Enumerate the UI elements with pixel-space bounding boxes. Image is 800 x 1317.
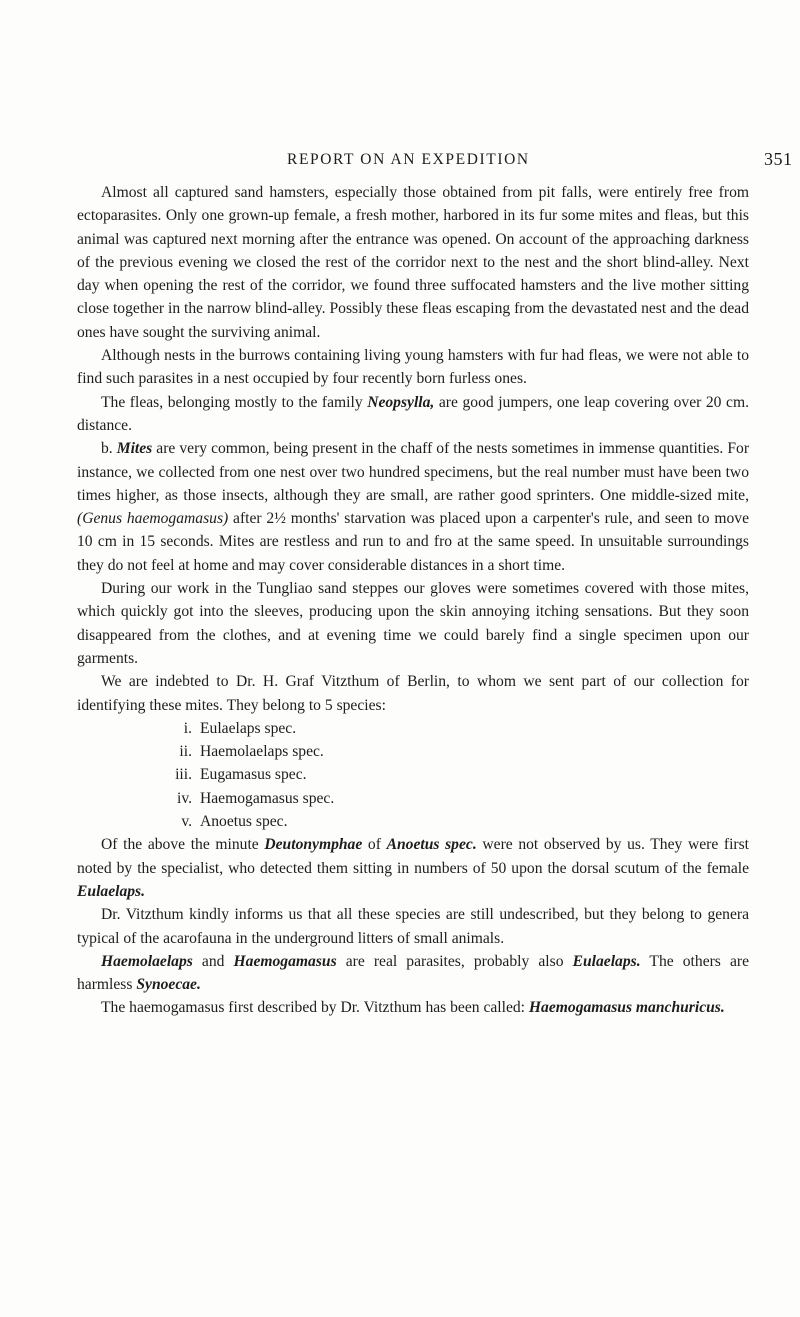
term-mites: Mites [116, 440, 153, 458]
text-run: are very common, being present in the chaff of the nests sometimes in immense quantities. For instance, we collected from one nest over two hundred specimens, but the real number must have been two times higher, as those insects, although they are small, are rather good sprinters. One middle-sized mite, [77, 440, 750, 504]
text-run: after 2½ months' starvation was placed upon a carpenter's rule, and seen to move 10 cm in 15 seconds. Mites are restless and run to and fro at the same speed. In unsuitable surroundings they do not feel at home and may cover considerable distances in a short time. [77, 510, 749, 574]
text-run: The fleas, belonging mostly to the family [101, 393, 368, 411]
text-run: of [362, 836, 387, 854]
genus-haemogamasus: (Genus haemogamasus) [77, 510, 229, 528]
term-synoecae: Synoecae. [136, 976, 201, 994]
paragraph-nests: Although nests in the burrows containing living young hamsters with fur had fleas, we were not able to find such parasites in a nest occupied by four recently born furless ones. [77, 347, 749, 388]
term-eulaelaps: Eulaelaps. [572, 952, 641, 970]
list-item [164, 787, 749, 810]
paragraph-hamsters: Almost all captured sand hamsters, especially those obtained from pit falls, were entirely free from ectoparasites. Only one grown-up female, a fresh mother, harbored in its fur some mites and fleas, but this animal was captured next morning after the entrance was opened. On account of the approaching darkness of the previous evening we closed the rest of the corridor next to the nest and the short blind-alley. Next day when opening the rest of the corridor, we found three suffocated hamsters and the live mother sitting close together in the narrow blind-alley. Possibly these fleas escaping from the devastated nest and the dead ones have sought the surviving animal. [77, 184, 749, 341]
text-run: were not observed by us. They were first noted by the specialist, who detected them sitting in numbers of 50 upon the dorsal scutum of the female [77, 836, 750, 877]
paragraph-mites [77, 437, 749, 577]
list-item [164, 763, 749, 786]
list-item-number: iv. [176, 789, 192, 807]
paragraph-gloves: During our work in the Tungliao sand steppes our gloves were sometimes covered with those mites, which quickly got into the sleeves, producing upon the skin annoying itching sensations. But they soon disappeared from the clothes, and at evening time we could barely find a single specimen upon our garments. [77, 580, 749, 667]
page-number: 351 [764, 149, 793, 169]
text-run: The haemogamasus first described by Dr. Vitzthum has been called: [101, 999, 529, 1017]
list-item-number: ii. [179, 743, 192, 761]
list-item-name: Eugamasus spec. [200, 766, 307, 784]
list-item-name: Anoetus spec. [200, 813, 288, 831]
list-item-name: Eulaelaps spec. [200, 719, 297, 737]
list-item-number: v. [181, 813, 192, 831]
term-haemolaelaps: Haemolaelaps [101, 952, 193, 970]
text-run: b. [101, 440, 117, 458]
page-header [0, 151, 800, 177]
list-item [164, 740, 749, 763]
text-run: are good jumpers, one leap covering over 20 cm. distance. [77, 393, 749, 434]
species-list [77, 717, 749, 833]
paragraph-fleas [77, 391, 749, 438]
list-item [164, 717, 749, 740]
text-run: and [192, 952, 234, 970]
term-deutonymphae: Deutonymphae [264, 836, 363, 854]
text-run: The others are harmless [77, 952, 749, 994]
term-anoetus: Anoetus spec. [386, 836, 477, 854]
body-text [77, 181, 749, 1020]
paragraph-manchuricus [77, 996, 749, 1019]
list-item [164, 810, 749, 833]
paragraph-vitzthum: We are indebted to Dr. H. Graf Vitzthum of Berlin, to whom we sent part of our collection for identifying these mites. They belong to 5 species: [77, 673, 749, 714]
term-haemogamasus: Haemogamasus [233, 952, 337, 970]
list-item-name: Haemogamasus spec. [200, 789, 335, 807]
list-item-name: Haemolaelaps spec. [200, 743, 324, 761]
running-title: REPORT ON AN EXPEDITION [287, 151, 530, 168]
paragraph-parasites [77, 950, 749, 997]
list-item-number: iii. [175, 766, 192, 784]
paragraph-undescribed: Dr. Vitzthum kindly informs us that all these species are still undescribed, but they belong to genera typical of the acarofauna in the underground litters of small animals. [77, 906, 749, 947]
list-item-number: i. [183, 719, 192, 737]
term-eulaelaps: Eulaelaps. [77, 882, 146, 900]
text-run: Of the above the minute [101, 836, 265, 854]
paragraph-deutonymphae [77, 833, 749, 903]
term-manchuricus: Haemogamasus manchuricus. [528, 999, 725, 1017]
text-run: are real parasites, probably also [336, 952, 573, 970]
genus-neopsylla: Neopsylla, [367, 393, 435, 411]
